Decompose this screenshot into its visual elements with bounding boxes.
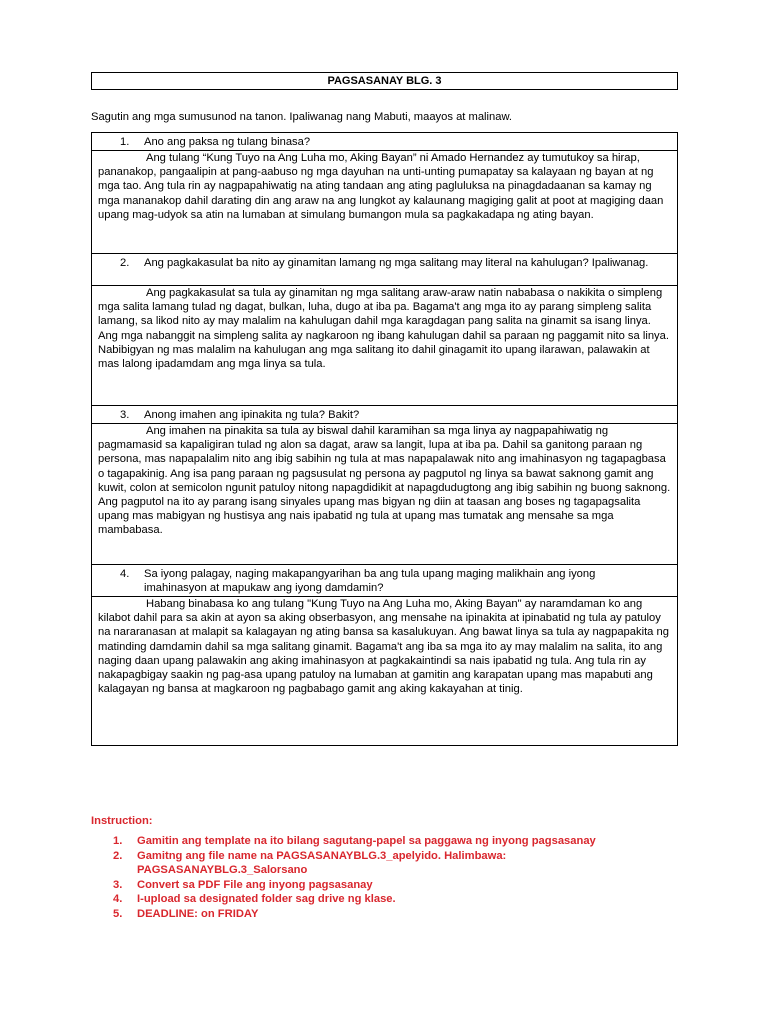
instruction-text: DEADLINE: on FRIDAY (137, 907, 259, 920)
question-cell-4 (92, 565, 678, 597)
answer-text: Ang pagkakasulat sa tula ay ginamitan ng mga salitang araw-araw natin nababasa o nakikita o simpleng mga salita lamang tulad ng dagat, bulkan, luha, dugo at iba pa. Bagama't ang mga ito ay parang simpleng salita lamang, sa likod nito ay may malalim na kahulugan dahil mga karagdagan pang salita na ginamit sa isang linya. Ang mga nabanggit na simpleng salita ay nagkaroon ng ibang kahulugan dahil sa paraan ng paggamit nito sa linya. Nabibigyan ng mas malalim na kahulugan ang mga salitang ito dahil ginagamit ito upang ilarawan, palawakin at mas lalong ipadamdam ang mga linya sa tula. (98, 287, 669, 371)
instruction-heading: Instruction: (91, 815, 153, 827)
instruction-number: 2. (113, 849, 123, 862)
instruction-number: 4. (113, 893, 123, 906)
instruction-text: Convert sa PDF File ang inyong pagsasanay (137, 878, 373, 891)
answer-cell-3 (92, 424, 678, 565)
instruction-number: 3. (113, 878, 123, 891)
answer-cell-2 (92, 286, 678, 406)
page-title: PAGSASANAY BLG. 3 (91, 72, 678, 90)
answer-cell-1 (92, 151, 678, 254)
question-number: 3. (120, 409, 130, 421)
instruction-text: Gamitin ang template na ito bilang sagutang-papel sa paggawa ng inyong pagsasanay (137, 835, 596, 847)
question-cell-3 (92, 406, 678, 424)
answer-text: Habang binabasa ko ang tulang "Kung Tuyo na Ang Luha mo, Aking Bayan" ay naramdaman ko ang kilabot dahil para sa akin at ayon sa aking obserbasyon, ang mensahe na ipinakita at ipinabatid ng tula ay patuloy na nararanasan at malapit sa kalagayan ng ating bansa sa kasalukuyan. Ang bawat linya sa tula ay nagpapakita ng matinding damdamin dahil sa mga salitang ginamit. Bagama't ang iba sa mga ito ay may malalim na salita, ito ang naging daan upang palawakin ang aking imahinasyon at pagkakaintindi sa nais ipabatid ng tula. Ang tula rin ay nakapagbigay saakin ng pag-asa upang patuloy na lumaban at gamitin ang karapatan upang mas mapabuti ang kalagayan ng bansa at magkaroon ng pagbabago gamit ang aking kakayahan at tinig. (98, 598, 669, 696)
instruction-number: 5. (113, 907, 123, 920)
question-number: 1. (120, 136, 130, 148)
instruction-text: I-upload sa designated folder sag drive ng klase. (137, 893, 396, 906)
question-text: Sa iyong palagay, naging makapangyarihan ba ang tula upang maging malikhain ang iyong imahinasyon at mapukaw ang iyong damdamin? (144, 568, 596, 595)
instruction-list (91, 834, 657, 922)
answer-text: Ang imahen na pinakita sa tula ay biswal dahil karamihan sa mga linya ay nagpapahiwatig ng pagmamasid sa kapaligiran tulad ng alon sa dagat, araw sa langit, lupa at iba pa. Dahil sa ganitong paraan ng persona, mas napapalalim nito ang ibig sabihin ng tula at mas napapalawak nito ang imahinasyon ng tagapagbasa o tagapakinig. Ang isa pang paraan ng pagsusulat ng persona ay pagputol ng linya sa bawat saknong gamit ang kuwit, colon at semicolon ngunit patuloy nitong napagdidikit at napagdudugtong ang ibig sabihin ng buong saknong. Ang pagputol na ito ay parang isang sinyales upang mas bigyan ng diin at taasan ang boses ng tagapagsalita upang mas mabigyan ng hustisya ang nais ipabatid ng tula at upang mas tumatak ang mensahe sa mga mambabasa. (98, 425, 671, 537)
question-text: Ang pagkakasulat ba nito ay ginamitan lamang ng mga salitang may literal na kahulugan? Ipaliwanag. (144, 257, 649, 269)
instruction-number: 1. (113, 835, 123, 847)
intro-text: Sagutin ang mga sumusunod na tanon. Ipaliwanag nang Mabuti, maayos at malinaw. (91, 111, 513, 123)
question-text: Ano ang paksa ng tulang binasa? (144, 136, 311, 148)
question-cell-2 (92, 254, 678, 286)
instruction-text: Gamitng ang file name na PAGSASANAYBLG.3_apelyido. Halimbawa: PAGSASANAYBLG.3_Salorsano (137, 849, 507, 877)
question-cell-1 (92, 133, 678, 151)
instruction-item (91, 892, 657, 907)
question-answer-table (91, 132, 678, 746)
instruction-item (91, 834, 657, 849)
question-number: 4. (120, 568, 130, 580)
instruction-item (91, 878, 657, 893)
question-number: 2. (120, 257, 130, 269)
instruction-item (91, 849, 657, 878)
answer-text: Ang tulang “Kung Tuyo na Ang Luha mo, Aking Bayan” ni Amado Hernandez ay tumutukoy sa hirap, pananakop, pangaalipin at pang-aabuso ng mga dayuhan na unti-unting pumapatay sa kalayaan ng bayan at ng mga tao. Ang tula rin ay nagpapahiwatig na ating tandaan ang ating pagluluksa na pinagdadaanan sa kamay ng mga mananakop dahil darating din ang araw na ang lungkot ay kalaunang magiging galit at poot at magiging daan upang mag-udyok sa atin na lumaban at simulang bumangon mula sa pagkakadapa ng ating bayan. (98, 152, 664, 221)
instruction-item (91, 907, 657, 922)
question-text: Anong imahen ang ipinakita ng tula? Bakit? (144, 409, 360, 421)
answer-cell-4 (92, 597, 678, 746)
